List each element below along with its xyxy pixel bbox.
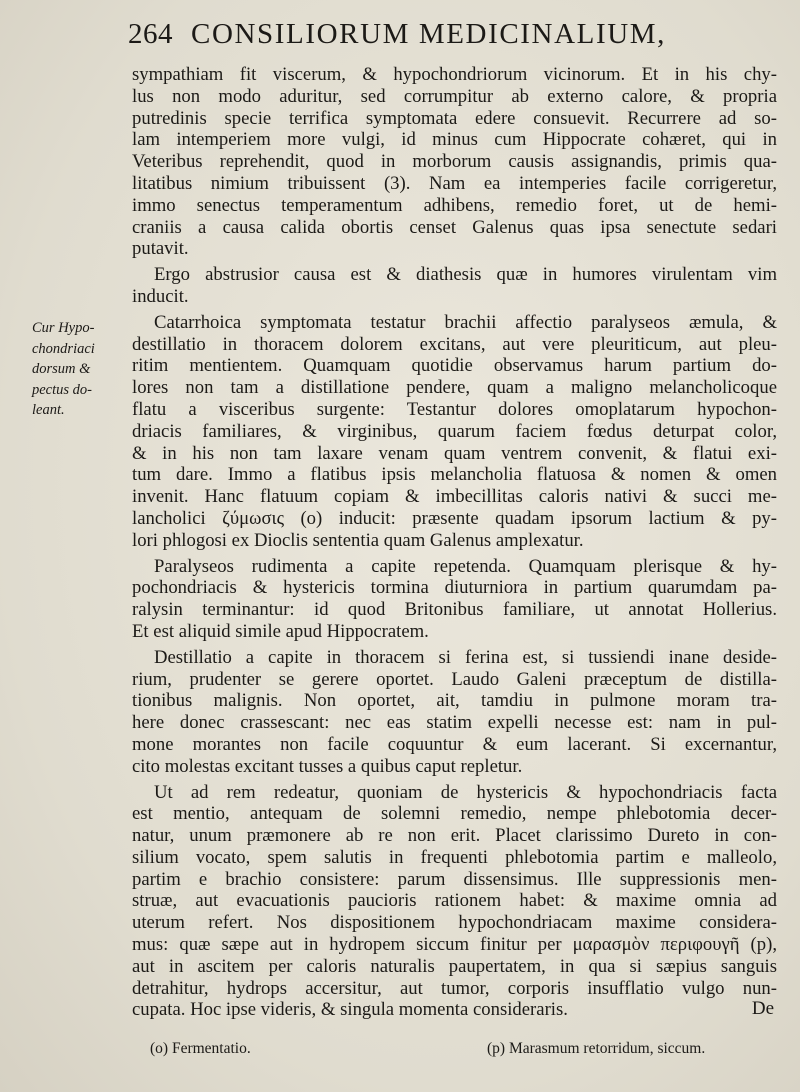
running-head: CONSILIORUM MEDICINALIUM,: [191, 18, 666, 50]
text-line: aut in ascitem per caloris naturalis paupertatem, in qua si sæpius sanguis: [132, 955, 777, 977]
text-line: Paralyseos rudimenta a capite repetenda. Quamquam plerisque & hy-: [154, 555, 777, 577]
margin-note-line: dorsum &: [32, 361, 91, 377]
text-line: craniis a causa calida obortis censet Galenus quas ipsa senectute sedari: [132, 216, 777, 238]
paragraph: [132, 312, 777, 552]
text-line: lancholici ζύμωσις (o) inducit: præsente quadam ipsorum lactium & py-: [132, 507, 777, 529]
text-line: lori phlogosi ex Dioclis sententia quam Galenus amplexatur.: [132, 529, 584, 551]
text-line: lores non tam a distillatione pendere, quam a maligno melancholicoque: [132, 377, 777, 399]
paragraph: [132, 782, 777, 1022]
paragraph: [132, 647, 777, 778]
text-line: flatu a visceribus surgente: Testantur dolores omoplatarum hypochon-: [132, 398, 777, 420]
page-number: 264: [128, 18, 173, 50]
text-line: immo senectus temperamentum adhibens, remedio foret, ut de hemi-: [132, 194, 777, 216]
text-line: Catarrhoica symptomata testatur brachii affectio paralyseos æmula, &: [154, 311, 777, 333]
text-line: putredinis specie terrifica symptomata edere consuevit. Recurrere ad so-: [132, 107, 777, 129]
footnote-p: (p) Marasmum retorridum, siccum.: [487, 1040, 706, 1057]
text-line: mus: quæ sæpe aut in hydropem siccum finitur per μαρασμὸν περιφουγῆ (p),: [132, 934, 777, 956]
text-line: inducit.: [132, 285, 189, 307]
footnote-o: (o) Fermentatio.: [150, 1040, 251, 1057]
text-line: destillatio in thoracem dolorem excitans, aut vere pleuriticum, aut pleu-: [132, 333, 777, 355]
margin-note: [32, 318, 120, 421]
text-line: mone morantes non facile coquuntur & eum lacerant. Si excernantur,: [132, 733, 777, 755]
text-line: pochondriacis & hystericis tormina diuturniora in partium quarumdam pa-: [132, 577, 777, 599]
text-line: ralysin terminantur: id quod Britonibus familiare, ut annotat Hollerius.: [132, 599, 777, 621]
text-line: natur, unum præmonere ab re non erit. Placet clarissimo Dureto in con-: [132, 825, 777, 847]
text-line: driacis familiares, & virginibus, quarum faciem fœdus deturpat color,: [132, 420, 777, 442]
paragraph: [132, 556, 777, 643]
text-line: putavit.: [132, 238, 189, 260]
text-line: invenit. Hanc flatuum copiam & imbecillitas caloris nativi & succi me-: [132, 486, 777, 508]
margin-note-line: pectus do-: [32, 381, 92, 398]
text-line: ritim mentientem. Quamquam quotidie observamus harum partium do-: [132, 355, 777, 377]
text-line: Destillatio a capite in thoracem si ferina est, si tussiendi inane deside-: [154, 646, 777, 668]
text-line: Ergo abstrusior causa est & diathesis quæ in humores virulentam vim: [154, 264, 777, 286]
text-line: Veteribus reprehendit, quod in morborum causis assignandis, primis qua-: [132, 151, 777, 173]
text-line: rium, prudenter se gerere oportet. Laudo Galeni præceptum de distilla-: [132, 668, 777, 690]
catchword: De: [751, 998, 774, 1019]
text-line: lus non modo aduritur, sed corrumpitur ab externo calore, & propria: [132, 85, 777, 107]
text-line: here donec crassescant: nec eas statim expelli necesse est: nam in pul-: [132, 712, 777, 734]
text-line: est mentio, antequam de solemni remedio, nempe phlebotomia decer-: [132, 803, 777, 825]
paragraph: [132, 264, 777, 308]
page-header: [128, 18, 788, 58]
text-line: lam intemperiem more vulgi, id minus cum Hippocrate cohæret, qui in: [132, 129, 777, 151]
text-line: litatibus nimium tribuissent (3). Nam ea intemperies facile corrigeretur,: [132, 172, 777, 194]
text-line: cito molestas excitant tusses a quibus caput repletur.: [132, 755, 523, 777]
text-line: sympathiam fit viscerum, & hypochondriorum vicinorum. Et in his chy-: [132, 64, 777, 85]
paragraph: [132, 64, 777, 260]
text-line: silium vocato, spem salutis in frequenti phlebotomia partim e malleolo,: [132, 846, 777, 868]
text-line: Ut ad rem redeatur, quoniam de hystericis & hypochondriacis facta: [154, 781, 777, 803]
margin-note-line: Cur Hypo-: [32, 320, 95, 336]
body-text: [132, 64, 777, 1025]
text-line: & in his non tam laxare venam quam ventrem convenit, & flatui exi-: [132, 442, 777, 464]
text-line: cupata. Hoc ipse videris, & singula momenta consideraris.: [132, 999, 568, 1021]
margin-note-line: chondriaci: [32, 340, 95, 357]
text-line: struæ, aut evacuationis paucioris rationem habet: & maxime omnia ad: [132, 890, 777, 912]
text-line: partim e brachio consistere: parum dissensimus. Ille suppressionis men-: [132, 868, 777, 890]
text-line: Et est aliquid simile apud Hippocratem.: [132, 620, 429, 642]
text-line: uterum refert. Nos dispositionem hypochondriacam maxime considera-: [132, 912, 777, 934]
text-line: tionibus malignis. Non oportet, ait, tamdiu in pulmone moram tra-: [132, 690, 777, 712]
text-line: detrahitur, hydrops accersitur, aut tumor, corporis insufflatio vulgo nun-: [132, 977, 777, 999]
margin-note-line: leant.: [32, 402, 65, 418]
text-line: tum dare. Immo a flatibus ipsis melancholia flatuosa & nomen & omen: [132, 464, 777, 486]
